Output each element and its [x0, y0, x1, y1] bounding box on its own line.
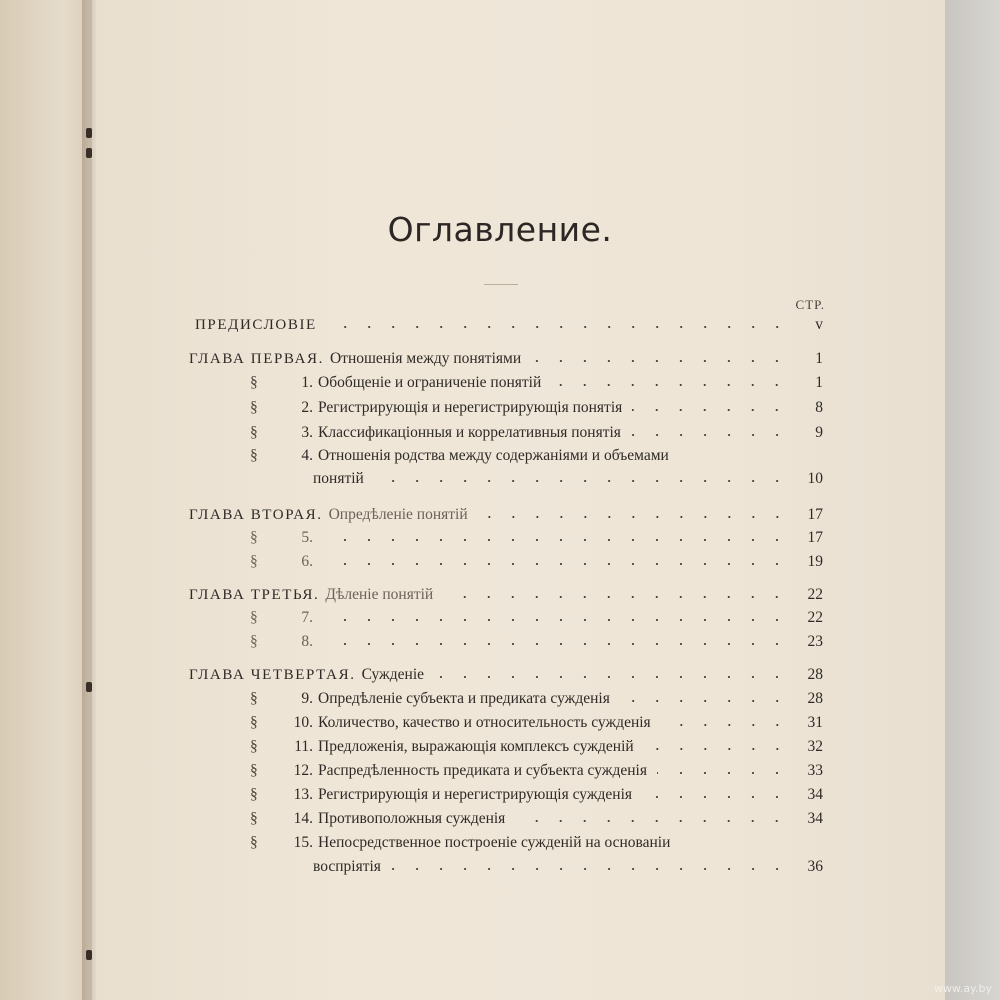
toc-page-number: 36 — [807, 858, 823, 875]
section-number: 4. — [301, 447, 313, 464]
toc-page-number: 34 — [807, 786, 823, 803]
dot-leader — [391, 867, 789, 871]
section-title: Обобщеніе и ограниченіе понятій — [318, 374, 542, 391]
section-sign: § — [250, 633, 258, 650]
chapter-subtitle: Сужденіе — [361, 666, 425, 683]
toc-section — [250, 786, 823, 808]
toc-section — [250, 810, 823, 832]
toc-page-number: 28 — [807, 666, 823, 683]
toc-page-number: 19 — [807, 553, 823, 570]
section-number: 3. — [301, 424, 313, 441]
chapter-subtitle: Отношенія между понятіями — [329, 350, 522, 367]
toc-page-number: 22 — [807, 609, 823, 626]
toc-page-number: 22 — [807, 586, 823, 603]
section-number: 11. — [294, 738, 313, 755]
toc-section — [250, 738, 823, 760]
dot-leader — [328, 618, 789, 622]
chapter-label: ГЛАВА ПЕРВАЯ. — [189, 351, 324, 367]
toc-section — [250, 762, 823, 784]
section-title: Противоположныя сужденія — [318, 810, 506, 827]
toc-entry-preface — [195, 316, 823, 338]
section-title: Предложенія, выражающія комплексъ сужденій — [318, 738, 634, 755]
toc-page-number: 17 — [807, 529, 823, 546]
section-sign: § — [250, 810, 258, 827]
section-number: 10. — [293, 714, 313, 731]
watermark: www.ay.by — [933, 982, 992, 995]
dot-leader — [644, 747, 789, 751]
section-number: 1. — [301, 374, 313, 391]
toc-page-number: 33 — [807, 762, 823, 779]
dot-leader — [657, 771, 789, 775]
section-number: 14. — [293, 810, 313, 827]
section-number: 6. — [301, 553, 313, 570]
section-sign: § — [250, 762, 258, 779]
toc-section — [250, 447, 810, 469]
toc-page-number: 8 — [815, 399, 823, 416]
dot-leader — [642, 795, 789, 799]
section-sign: § — [250, 690, 258, 707]
dot-leader — [327, 325, 789, 329]
section-sign: § — [250, 714, 258, 731]
section-sign: § — [250, 529, 258, 546]
section-number: 2. — [301, 399, 313, 416]
section-number: 8. — [301, 633, 313, 650]
toc-section — [250, 529, 823, 551]
toc-page-number: v — [815, 316, 823, 333]
section-title: Опредѣленіе субъекта и предиката сужденія — [318, 690, 610, 707]
dot-leader — [620, 699, 789, 703]
toc-chapter-1 — [189, 350, 823, 372]
toc-section — [250, 633, 823, 655]
dot-leader — [328, 562, 789, 566]
dot-leader — [631, 433, 789, 437]
section-title: понятій — [313, 470, 364, 487]
dot-leader — [551, 383, 789, 387]
section-sign: § — [250, 399, 258, 416]
section-title: Регистрирующія и нерегистрирующія сужденія — [318, 786, 633, 803]
section-sign: § — [250, 786, 258, 803]
toc-section — [250, 553, 823, 575]
dot-leader — [632, 408, 789, 412]
dot-leader — [328, 642, 789, 646]
toc-section — [250, 374, 823, 396]
toc-section — [250, 714, 823, 736]
toc-section — [250, 399, 823, 421]
toc-section-continuation — [313, 470, 823, 492]
toc-chapter-3 — [189, 586, 823, 608]
toc-page-number: 1 — [815, 350, 823, 367]
dot-leader — [661, 723, 789, 727]
toc-page-number: 32 — [807, 738, 823, 755]
section-sign: § — [250, 447, 258, 464]
section-sign: § — [250, 553, 258, 570]
chapter-label: ГЛАВА ЧЕТВЕРТАЯ. — [189, 667, 356, 683]
toc-chapter-2 — [189, 506, 823, 528]
dot-leader — [328, 538, 789, 542]
chapter-label: ГЛАВА ВТОРАЯ. — [189, 507, 323, 523]
section-title: Количество, качество и относительность сужденія — [318, 714, 651, 731]
section-title: Регистрирующія и нерегистрирующія понятія — [318, 399, 623, 416]
section-number: 5. — [301, 529, 313, 546]
section-title: Распредѣленность предиката и субъекта сужденія — [318, 762, 647, 779]
section-number: 9. — [301, 690, 313, 707]
toc-page-number: 9 — [815, 424, 823, 441]
section-sign: § — [250, 609, 258, 626]
section-number: 12. — [293, 762, 313, 779]
toc-section — [250, 690, 823, 712]
section-number: 13. — [293, 786, 313, 803]
toc-section-continuation — [313, 858, 823, 880]
dot-leader — [434, 675, 789, 679]
section-number: 7. — [301, 609, 313, 626]
dot-leader — [374, 479, 789, 483]
section-sign: § — [250, 738, 258, 755]
toc-page-number: 34 — [807, 810, 823, 827]
toc-page-number: 28 — [807, 690, 823, 707]
toc-chapter-4 — [189, 666, 823, 688]
section-title: Отношенія родства между содержаніями и объемами — [318, 447, 669, 464]
page-title: Оглавление. — [387, 210, 613, 249]
section-title: воспріятія — [313, 858, 381, 875]
dot-leader — [478, 515, 789, 519]
chapter-label: ГЛАВА ТРЕТЬЯ. — [189, 587, 320, 603]
toc-entry-label: ПРЕДИСЛОВІЕ — [195, 317, 317, 333]
chapter-subtitle: Опредѣленіе понятій — [328, 506, 468, 523]
page-column-label: СТР. — [795, 297, 825, 312]
dot-leader — [515, 819, 789, 823]
toc-page-number: 1 — [815, 374, 823, 391]
section-sign: § — [250, 374, 258, 391]
toc-page-number: 23 — [807, 633, 823, 650]
toc-section — [250, 609, 823, 631]
toc-page-number: 17 — [807, 506, 823, 523]
dot-leader — [443, 595, 789, 599]
section-title: Непосредственное построеніе сужденій на основаніи — [318, 834, 671, 851]
section-sign: § — [250, 834, 258, 851]
toc-section — [250, 834, 810, 856]
toc-section — [250, 424, 823, 446]
section-title: Классификаціонныя и коррелативныя понятія — [318, 424, 621, 441]
dot-leader — [531, 359, 789, 363]
toc-page-number: 31 — [807, 714, 823, 731]
section-sign: § — [250, 424, 258, 441]
section-number: 15. — [293, 834, 313, 851]
toc-page-number: 10 — [807, 470, 823, 487]
chapter-subtitle: Дѣленіе понятій — [325, 586, 434, 603]
